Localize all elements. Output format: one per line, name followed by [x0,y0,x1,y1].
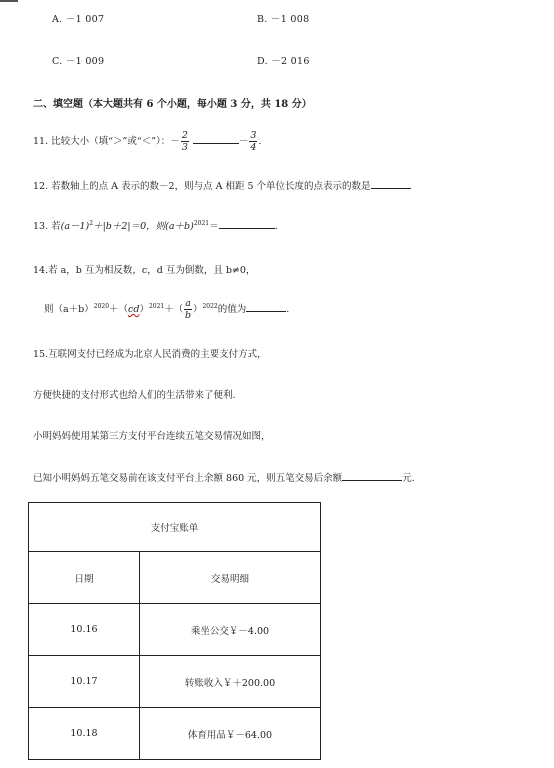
payment-ledger-table [28,502,321,760]
q11-fraction-2 [249,130,257,153]
q14-frac-num: a [185,298,191,309]
table-row [29,708,321,760]
q13-prefix: 13. 若 [33,221,61,232]
ledger-date: 10.18 [29,708,140,760]
question-14-line-1: 14.若 a，b 互为相反数，c，d 互为倒数，且 b≠0， [33,265,256,276]
q14-exp3: 2022 [202,302,218,310]
ledger-header-detail: 交易明细 [140,552,321,604]
section-heading: 二、填空题（本大题共有 6 个小题，每小题 3 分，共 18 分） [33,99,312,110]
q11-end: . [258,136,262,147]
top-edge-mark [0,0,18,2]
q14-mid4: ） [192,304,203,315]
table-row [29,604,321,656]
q13-exp2: 2021 [193,219,210,227]
q11-answer-blank[interactable] [193,143,239,144]
table-row [29,656,321,708]
q13-eq: ＝ [209,221,219,232]
q13-end: . [274,221,278,232]
q11-frac2-num: 3 [250,130,257,141]
option-d: D. －2 016 [257,56,310,67]
question-15-line-1: 15.互联网支付已经成为北京人民消费的主要支付方式， [33,349,267,360]
q15-suffix: 元. [402,473,415,484]
q12-answer-blank[interactable] [371,188,411,189]
ledger-header-row [29,552,321,604]
q11-prefix: 11. 比较大小（填“＞”或“＜”）：－ [33,136,180,147]
question-15-line-2: 方便快捷的支付形式也给人们的生活带来了便利. [33,390,236,401]
ledger-detail: 转账收入￥＋200.00 [140,656,321,708]
ledger-detail: 体育用品￥－64.00 [140,708,321,760]
q15-answer-blank[interactable] [342,480,402,481]
q11-frac2-den: 4 [250,142,257,153]
ledger-date: 10.17 [29,656,140,708]
question-15-line-4 [33,470,415,484]
q13-answer-blank[interactable] [219,228,275,229]
q13-exp1: 2 [89,219,94,227]
q12-text: 12. 若数轴上的点 A 表示的数－2，则与点 A 相距 5 个单位长度的点表示的数是 [33,181,371,192]
q14-frac-den: b [185,310,192,321]
question-11 [33,130,261,153]
question-12 [33,178,411,192]
q14-fraction [184,298,192,321]
q13-expr1: (a－1) [60,221,90,232]
ledger-title: 支付宝账单 [29,503,321,552]
q11-frac1-num: 2 [181,130,188,141]
q14-suffix: 的值为 [217,304,247,315]
q11-frac1-den: 3 [181,142,188,153]
q14-mid1: ＋（ [109,304,129,315]
ledger-header-date: 日期 [29,552,140,604]
q14-mid3: ＋（ [164,304,184,315]
q14-mid2: ） [139,304,149,315]
q15-prefix: 已知小明妈妈五笔交易前在该支付平台上余额 860 元，则五笔交易后余额 [33,473,343,484]
option-a: A. －1 007 [52,14,105,25]
q11-mid: － [238,136,249,147]
q11-fraction-1 [181,130,189,153]
q14-answer-blank[interactable] [246,311,286,312]
question-13 [33,218,278,232]
q13-expr3: (a＋b) [165,221,194,232]
q14-cd: cd [128,304,140,315]
ledger-detail: 乘坐公交￥－4.00 [140,604,321,656]
q14-prefix: 则（a＋b） [44,304,94,315]
option-b: B. －1 008 [257,14,310,25]
q14-exp1: 2020 [93,302,110,310]
q14-exp2: 2021 [148,302,165,310]
q13-expr2: ＋|b＋2|＝0，则 [93,221,166,232]
q14-end: . [286,304,290,315]
question-15-line-3: 小明妈妈使用某第三方支付平台连续五笔交易情况如图， [33,431,271,442]
question-14-line-2 [44,298,289,321]
option-c: C. －1 009 [52,56,105,67]
ledger-date: 10.16 [29,604,140,656]
